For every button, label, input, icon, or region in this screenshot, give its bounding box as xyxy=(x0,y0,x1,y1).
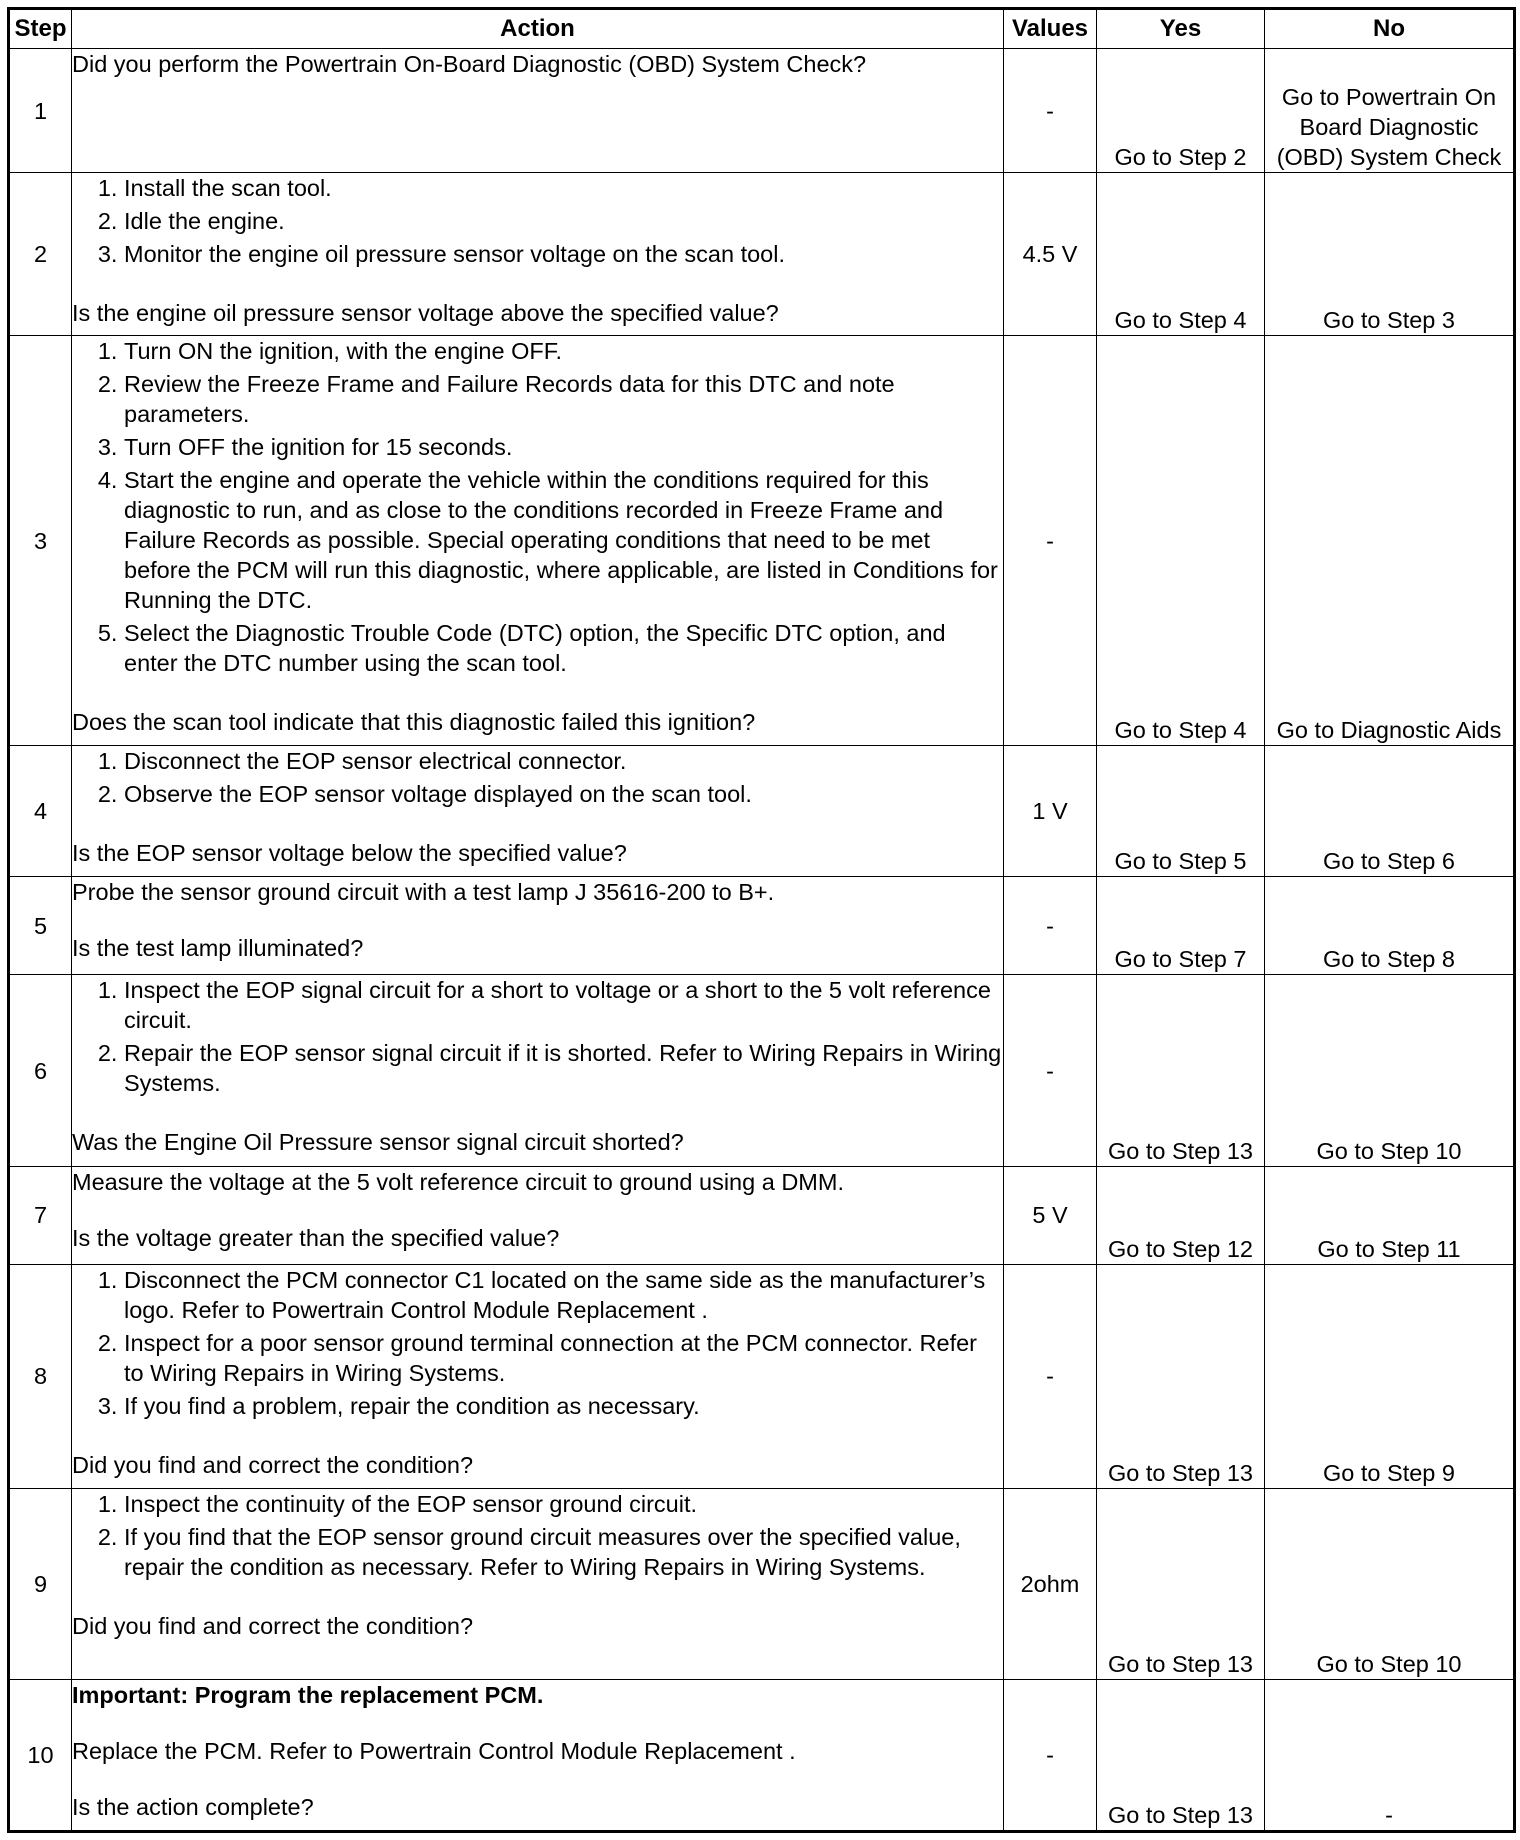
yes-cell: Go to Step 13 xyxy=(1097,1488,1265,1679)
value-cell: - xyxy=(1004,336,1097,746)
header-yes: Yes xyxy=(1097,9,1265,49)
important-note: Important: Program the replacement PCM. xyxy=(72,1681,544,1708)
action-item: 1. Install the scan tool. xyxy=(124,173,1003,203)
header-step: Step xyxy=(9,9,72,49)
action-cell xyxy=(72,746,1004,877)
action-item: 2. Review the Freeze Frame and Failure Records data for this DTC and note parameters. xyxy=(124,369,1003,429)
action-text: Measure the voltage at the 5 volt reference circuit to ground using a DMM. xyxy=(72,1168,844,1195)
table-row xyxy=(9,1679,1515,1831)
no-cell: Go to Step 9 xyxy=(1265,1264,1515,1488)
no-cell: Go to Step 10 xyxy=(1265,1488,1515,1679)
action-cell xyxy=(72,1166,1004,1264)
yes-cell: Go to Step 4 xyxy=(1097,336,1265,746)
action-question: Is the voltage greater than the specified value? xyxy=(72,1224,560,1251)
step-number: 7 xyxy=(9,1166,72,1264)
action-list xyxy=(72,336,1003,678)
no-cell: Go to Step 3 xyxy=(1265,173,1515,336)
action-question: Did you find and correct the condition? xyxy=(72,1451,474,1478)
no-cell: Go to Step 8 xyxy=(1265,877,1515,975)
table-row xyxy=(9,877,1515,975)
action-text: Probe the sensor ground circuit with a test lamp J 35616-200 to B+. xyxy=(72,879,775,906)
step-number: 6 xyxy=(9,975,72,1166)
action-cell xyxy=(72,173,1004,336)
value-cell: - xyxy=(1004,975,1097,1166)
table-row xyxy=(9,746,1515,877)
step-number: 10 xyxy=(9,1679,72,1831)
action-item: 3. Monitor the engine oil pressure sensor voltage on the scan tool. xyxy=(124,239,1003,269)
table-row xyxy=(9,49,1515,173)
action-item: 3. Turn OFF the ignition for 15 seconds. xyxy=(124,432,1003,462)
action-question: Is the EOP sensor voltage below the specified value? xyxy=(72,840,627,867)
step-number: 4 xyxy=(9,746,72,877)
action-item: 1. Inspect the continuity of the EOP sensor ground circuit. xyxy=(124,1489,1003,1519)
header-values: Values xyxy=(1004,9,1097,49)
action-text: Replace the PCM. Refer to Powertrain Control Module Replacement . xyxy=(72,1737,796,1764)
value-cell: 2ohm xyxy=(1004,1488,1097,1679)
value-cell: 5 V xyxy=(1004,1166,1097,1264)
action-question: Is the test lamp illuminated? xyxy=(72,935,364,962)
no-cell: Go to Step 10 xyxy=(1265,975,1515,1166)
action-question: Does the scan tool indicate that this diagnostic failed this ignition? xyxy=(72,709,756,736)
action-item: 2. Idle the engine. xyxy=(124,206,1003,236)
action-item: 1. Turn ON the ignition, with the engine OFF. xyxy=(124,336,1003,366)
step-number: 3 xyxy=(9,336,72,746)
value-cell: 1 V xyxy=(1004,746,1097,877)
value-cell: - xyxy=(1004,1679,1097,1831)
yes-cell: Go to Step 5 xyxy=(1097,746,1265,877)
step-number: 2 xyxy=(9,173,72,336)
action-list xyxy=(72,746,1003,809)
action-list xyxy=(72,1489,1003,1582)
no-cell: Go to Powertrain On Board Diagnostic (OBD) System Check xyxy=(1265,49,1515,173)
yes-cell: Go to Step 7 xyxy=(1097,877,1265,975)
value-cell: - xyxy=(1004,49,1097,173)
yes-cell: Go to Step 2 xyxy=(1097,49,1265,173)
no-cell: Go to Step 6 xyxy=(1265,746,1515,877)
action-cell xyxy=(72,877,1004,975)
step-number: 9 xyxy=(9,1488,72,1679)
action-cell xyxy=(72,336,1004,746)
action-question: Is the action complete? xyxy=(72,1793,314,1820)
no-cell: Go to Diagnostic Aids xyxy=(1265,336,1515,746)
yes-cell: Go to Step 13 xyxy=(1097,1679,1265,1831)
action-list xyxy=(72,1265,1003,1421)
yes-cell: Go to Step 4 xyxy=(1097,173,1265,336)
table-row xyxy=(9,173,1515,336)
action-item: 3. If you find a problem, repair the condition as necessary. xyxy=(124,1391,1003,1421)
action-item: 1. Disconnect the EOP sensor electrical connector. xyxy=(124,746,1003,776)
value-cell: - xyxy=(1004,1264,1097,1488)
header-no: No xyxy=(1265,9,1515,49)
header-action: Action xyxy=(72,9,1004,49)
step-number: 1 xyxy=(9,49,72,173)
no-cell: - xyxy=(1265,1679,1515,1831)
action-item: 4. Start the engine and operate the vehicle within the conditions required for this diagnostic to run, and as close to the conditions recorded in Freeze Frame and Failure Records as possible. Special operating conditions that need to be met before the PCM will run this diagnostic, where applicable, are listed in Conditions for Running the DTC. xyxy=(124,465,1003,615)
step-number: 8 xyxy=(9,1264,72,1488)
value-cell: - xyxy=(1004,877,1097,975)
action-item: 5. Select the Diagnostic Trouble Code (DTC) option, the Specific DTC option, and enter the DTC number using the scan tool. xyxy=(124,618,1003,678)
header-row xyxy=(9,9,1515,49)
value-cell: 4.5 V xyxy=(1004,173,1097,336)
action-list xyxy=(72,173,1003,269)
action-question: Was the Engine Oil Pressure sensor signal circuit shorted? xyxy=(72,1129,684,1156)
action-item: 1. Disconnect the PCM connector C1 located on the same side as the manufacturer’s logo. Refer to Powertrain Control Module Replacement . xyxy=(124,1265,1003,1325)
action-question: Is the engine oil pressure sensor voltage above the specified value? xyxy=(72,300,779,327)
action-item: 2. Repair the EOP sensor signal circuit if it is shorted. Refer to Wiring Repairs in Wiring Systems. xyxy=(124,1038,1003,1098)
table-row xyxy=(9,1166,1515,1264)
action-item: 2. Inspect for a poor sensor ground terminal connection at the PCM connector. Refer to Wiring Repairs in Wiring Systems. xyxy=(124,1328,1003,1388)
action-item: 1. Inspect the EOP signal circuit for a short to voltage or a short to the 5 volt reference circuit. xyxy=(124,975,1003,1035)
action-cell xyxy=(72,49,1004,173)
step-number: 5 xyxy=(9,877,72,975)
action-cell xyxy=(72,1488,1004,1679)
action-cell xyxy=(72,1679,1004,1831)
table-row xyxy=(9,336,1515,746)
action-cell xyxy=(72,975,1004,1166)
yes-cell: Go to Step 12 xyxy=(1097,1166,1265,1264)
action-list xyxy=(72,975,1003,1098)
action-question: Did you find and correct the condition? xyxy=(72,1612,474,1639)
action-text: Did you perform the Powertrain On-Board Diagnostic (OBD) System Check? xyxy=(72,51,867,77)
table-row xyxy=(9,1488,1515,1679)
yes-cell: Go to Step 13 xyxy=(1097,975,1265,1166)
action-item: 2. If you find that the EOP sensor ground circuit measures over the specified value, repair the condition as necessary. Refer to Wiring Repairs in Wiring Systems. xyxy=(124,1522,1003,1582)
table-row xyxy=(9,975,1515,1166)
yes-cell: Go to Step 13 xyxy=(1097,1264,1265,1488)
action-cell xyxy=(72,1264,1004,1488)
action-item: 2. Observe the EOP sensor voltage displayed on the scan tool. xyxy=(124,779,1003,809)
diagnostic-table xyxy=(7,7,1516,1833)
no-cell: Go to Step 11 xyxy=(1265,1166,1515,1264)
table-row xyxy=(9,1264,1515,1488)
